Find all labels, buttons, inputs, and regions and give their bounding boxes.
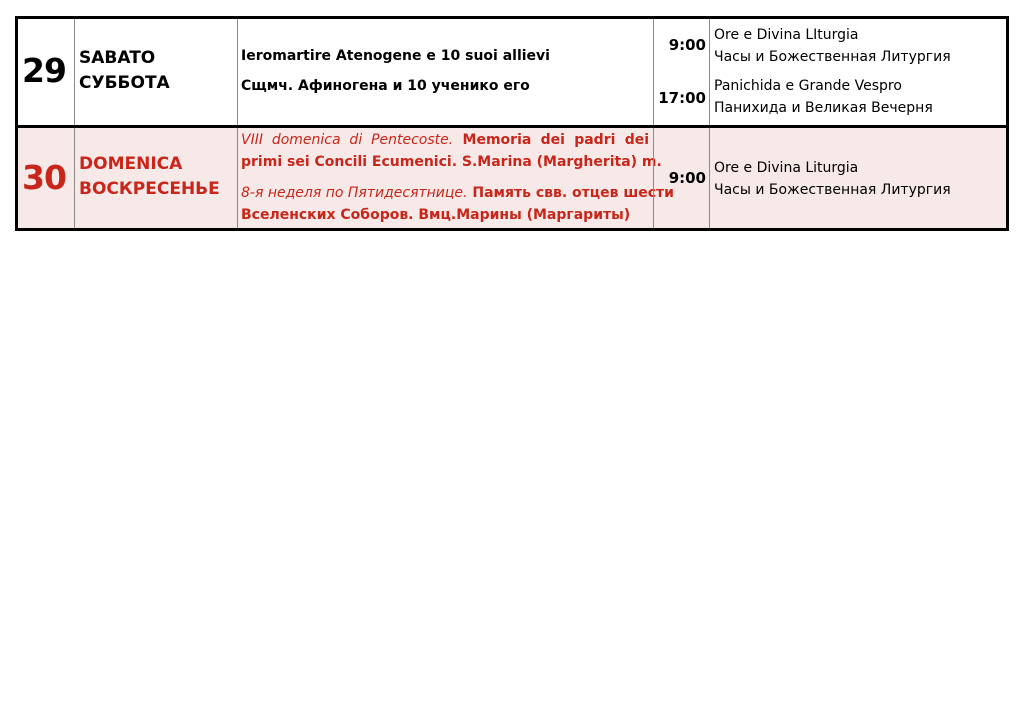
day-name-ru: СУББОТА	[79, 73, 170, 93]
description-ru-line-1	[241, 185, 674, 201]
service-time: 17:00	[658, 89, 706, 107]
description-it-bold: Memoria dei padri dei	[462, 132, 650, 148]
description-it: Ieromartire Atenogene e 10 suoi allievi	[241, 48, 550, 64]
day-name-ru: ВОСКРЕСЕНЬЕ	[79, 179, 220, 199]
schedule-row-30	[18, 128, 1006, 228]
service-it: Ore e Divina Liturgia	[714, 160, 859, 176]
day-name-cell	[74, 128, 237, 228]
service-ru: Часы и Божественная Литургия	[714, 49, 951, 65]
time-cell	[653, 128, 709, 228]
description-ru-line-2: Вселенских Соборов. Вмц.Марины (Маргариты)	[241, 207, 631, 223]
day-number-cell	[18, 128, 74, 228]
service-ru: Часы и Божественная Литургия	[714, 182, 951, 198]
service-ru: Панихида и Великая Вечерня	[714, 100, 933, 116]
description-it-italic: VIII domenica di Pentecoste.	[241, 132, 454, 148]
time-cell	[653, 19, 709, 125]
services-cell	[709, 19, 1006, 125]
day-name-it: SABATO	[79, 48, 156, 68]
description-it-line-2: primi sei Concili Ecumenici. S.Marina (Margherita) m.	[241, 154, 662, 170]
description-ru: Сщмч. Афиногена и 10 ученико его	[241, 78, 530, 94]
service-time: 9:00	[668, 169, 706, 187]
day-number-cell	[18, 19, 74, 125]
schedule-row-29	[18, 19, 1006, 125]
description-cell	[237, 128, 674, 228]
schedule-table	[15, 16, 1009, 231]
description-ru-bold: Память свв. отцев шести	[472, 185, 674, 201]
day-name-it: DOMENICA	[79, 154, 183, 174]
description-it-line-1	[241, 132, 649, 148]
day-number: 29	[22, 51, 66, 90]
day-number: 30	[22, 158, 66, 197]
service-it: Panichida e Grande Vespro	[714, 78, 902, 94]
services-cell	[709, 128, 1006, 228]
service-it: Ore e Divina LIturgia	[714, 27, 859, 43]
service-time: 9:00	[668, 36, 706, 54]
day-name-cell	[74, 19, 237, 125]
description-cell	[237, 19, 653, 125]
description-ru-italic: 8-я неделя по Пятидесятнице.	[241, 185, 468, 201]
